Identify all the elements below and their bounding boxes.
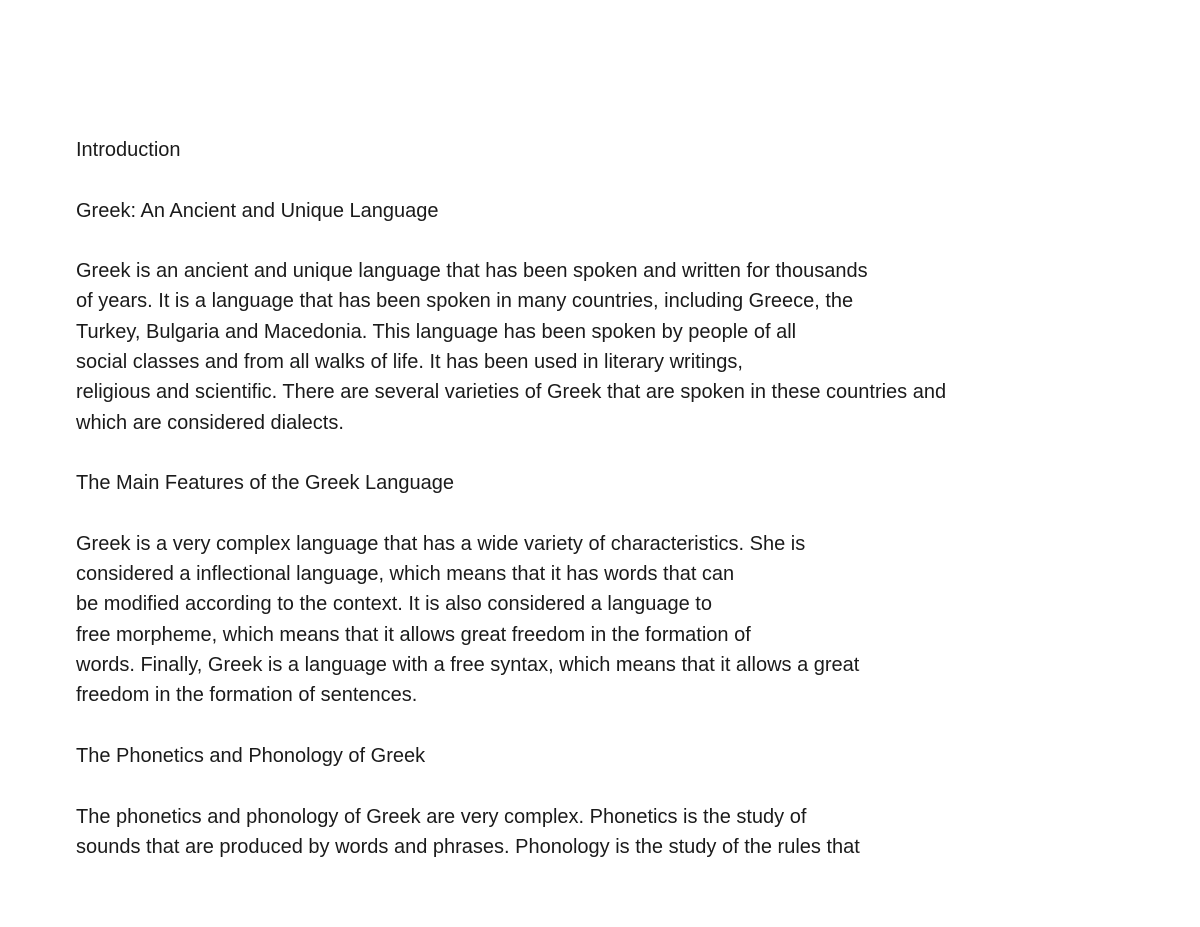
spacer	[76, 165, 1156, 195]
paragraph-line: Greek is a very complex language that has a wide variety of characteristics. She is	[76, 532, 806, 555]
paragraph-line: sounds that are produced by words and phrases. Phonology is the study of the rules that	[76, 835, 860, 858]
paragraph-line: Turkey, Bulgaria and Macedonia. This language has been spoken by people of all	[76, 320, 797, 343]
paragraph-line: Greek is an ancient and unique language that has been spoken and written for thousands	[76, 260, 868, 283]
paragraph-line: words. Finally, Greek is a language with a free syntax, which means that it allows a great	[76, 654, 860, 677]
paragraph-line: which are considered dialects.	[76, 411, 344, 434]
spacer	[76, 226, 1156, 256]
section-title: Greek: An Ancient and Unique Language	[76, 199, 439, 222]
paragraph-line: of years. It is a language that has been spoken in many countries, including Greece, the	[76, 290, 854, 313]
paragraph-line: be modified according to the context. It is also considered a language to	[76, 593, 712, 616]
spacer	[76, 438, 1156, 468]
paragraph-line: freedom in the formation of sentences.	[76, 684, 418, 707]
intro-heading: Introduction	[76, 139, 181, 161]
section-title: The Main Features of the Greek Language	[76, 472, 455, 495]
spacer	[76, 499, 1156, 529]
paragraph-line: considered a inflectional language, which means that it has words that can	[76, 563, 735, 586]
paragraph-line: social classes and from all walks of life. It has been used in literary writings,	[76, 351, 743, 374]
spacer	[76, 711, 1156, 741]
paragraph-line: religious and scientific. There are several varieties of Greek that are spoken in these countries and	[76, 381, 947, 404]
document-body	[76, 135, 1156, 862]
spacer	[76, 771, 1156, 801]
paragraph-line: The phonetics and phonology of Greek are very complex. Phonetics is the study of	[76, 805, 807, 828]
section-title: The Phonetics and Phonology of Greek	[76, 744, 426, 767]
paragraph-line: free morpheme, which means that it allows great freedom in the formation of	[76, 623, 751, 646]
